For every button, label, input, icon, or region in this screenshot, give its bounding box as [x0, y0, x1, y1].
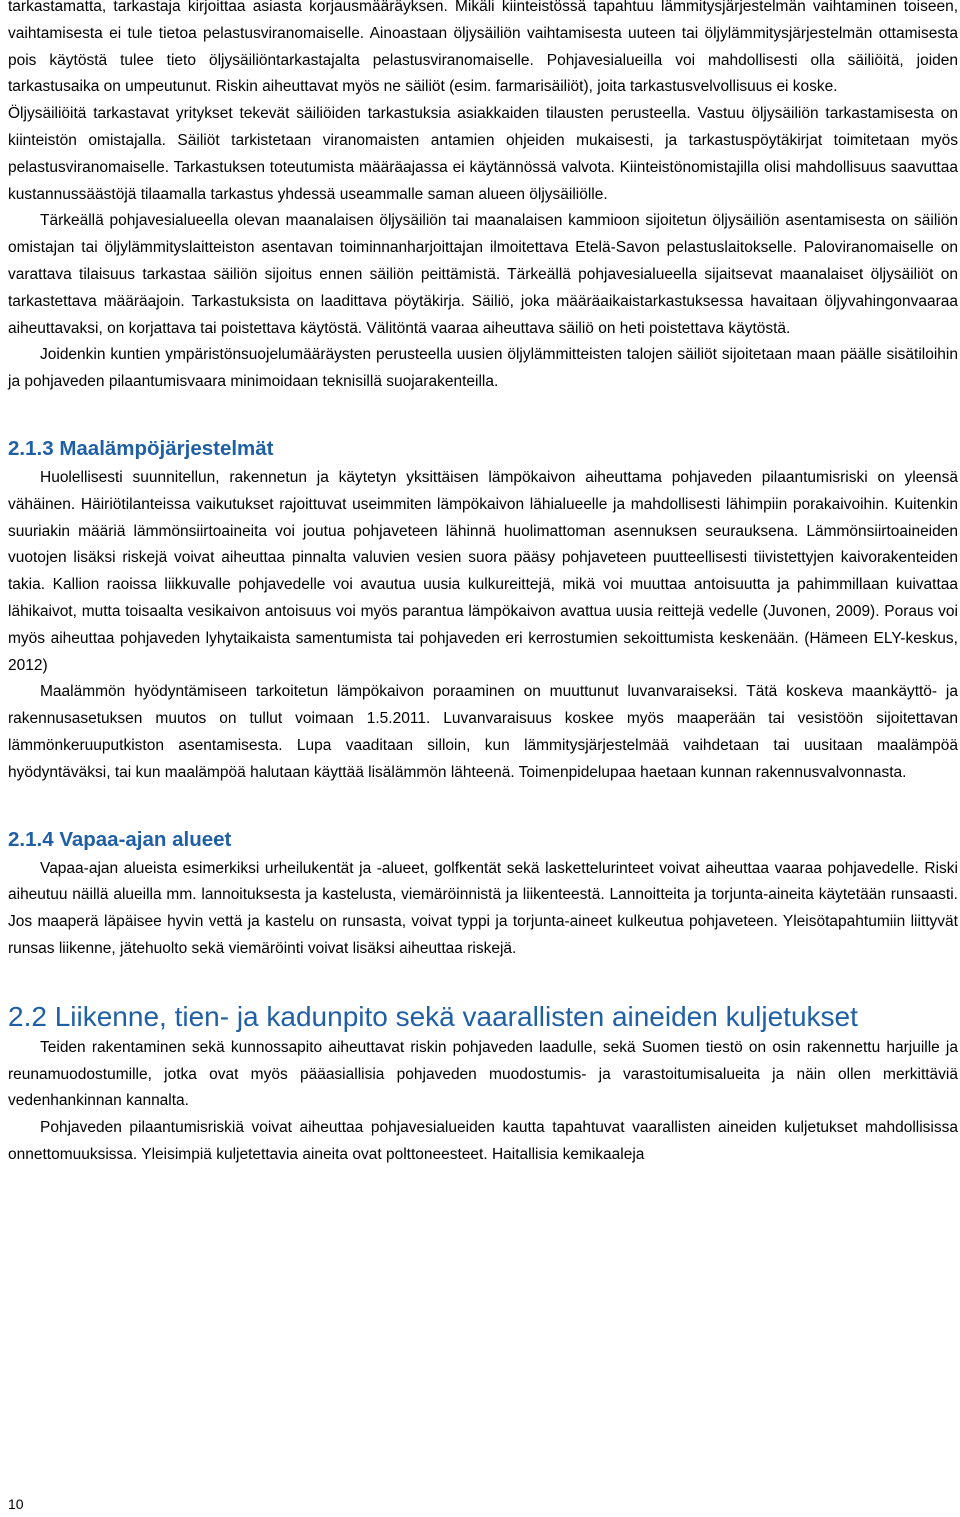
section-number: 2.1.3 — [8, 436, 54, 460]
section-number: 2.2 — [8, 1000, 47, 1032]
section-heading-2-1-3 — [8, 434, 958, 464]
section-heading-2-1-4 — [8, 825, 958, 855]
page-number: 10 — [8, 1496, 24, 1512]
paragraph: Huolellisesti suunnitellun, rakennetun ja käytetyn yksittäisen lämpökaivon aiheuttama pohjaveden pilaantumisriski on yleensä vähäinen. Häiriötilanteissa vaikutukset rajoittuvat useimmiten lämpökaivon lähialueelle ja mahdollisesti lähimpiin porakaivoihin. Kuitenkin suuriakin määriä lämmönsiirtoaineita voi joutua pohjaveteen lähinnä huolimattoman asennuksen seurauksena. Lämmönsiirtoaineiden vuotojen lisäksi riskejä voivat aiheuttaa pinnalta valuvien vesien suora pääsy pohjaveteen puutteellisesti tiivistettyjen kaivorakenteiden takia. Kallion raoissa liikkuvalle pohjavedelle voi avautua uusia kulkureittejä, mikä voi muuttaa antoisuutta ja pahimmillaan kuivattaa lähikaivot, mutta toisaalta vesikaivon antoisuus voi myös parantua lämpökaivon avattua uusia reittejä vedelle (Juvonen, 2009). Poraus voi myös aiheuttaa pohjaveden lyhytaikaista samentumista tai pohjaveden eri kerrostumien sekoittumista keskenään. (Hämeen ELY-keskus, 2012) — [8, 468, 958, 674]
section-heading-2-2 — [8, 999, 958, 1034]
paragraph: Öljysäiliöitä tarkastavat yritykset tekevät säiliöiden tarkastuksia asiakkaiden tilausten perusteella. Vastuu öljysäiliön tarkastamisesta on kiinteistön omistajalla. Säiliöt tarkistetaan viranomaisten antamien ohjeiden mukaisesti, ja tarkastuspöytäkirjat toimitetaan myös pelastusviranomaiselle. Tarkastuksen toteutumista määräajassa ei käytännössä valvota. Kiinteistönomistajilla olisi mahdollisuus saavuttaa kustannussäästöjä tilaamalla tarkastus yhdessä useammalle saman alueen öljysäiliölle. — [8, 105, 958, 203]
paragraph: Maalämmön hyödyntämiseen tarkoitetun lämpökaivon poraaminen on muuttunut luvanvaraiseksi. Tätä koskeva maankäyttö- ja rakennusasetuksen muutos on tullut voimaan 1.5.2011. Luvanvaraisuus koskee myös maaperään tai vesistöön sijoitettavan lämmönkeruuputkiston asentamisesta. Lupa vaaditaan silloin, kun lämmitysjärjestelmää vaihdetaan tai uusitaan maalämpöä hyödyntäväksi, tai kun maalämpöä halutaan käyttää lisälämmön lähteenä. Toimenpidelupaa haetaan kunnan rakennusvalvonnasta. — [8, 683, 958, 781]
section-title: Vapaa-ajan alueet — [59, 827, 232, 851]
paragraph: Vapaa-ajan alueista esimerkiksi urheilukentät ja -alueet, golfkentät sekä laskettelurinteet voivat aiheuttaa vaaraa pohjavedelle. Riski aiheutuu näillä alueilla mm. lannoituksesta ja kastelusta, viemäröinnistä ja liikenteestä. Lannoitteita ja torjunta-aineita käytetään runsaasti. Jos maaperä läpäisee hyvin vettä ja kastelu on runsasta, voivat typpi ja torjunta-aineet kulkeutua pohjaveteen. Yleisötapahtumiin liittyvät runsas liikenne, jätehuolto sekä viemäröinti voivat lisäksi aiheuttaa riskejä. — [8, 859, 958, 957]
paragraph: Joidenkin kuntien ympäristönsuojelumääräysten perusteella uusien öljylämmitteisten talojen säiliöt sijoitetaan maan päälle sisätiloihin ja pohjaveden pilaantumisvaara minimoidaan teknisillä suojarakenteilla. — [8, 346, 958, 391]
section-title: Liikenne, tien- ja kadunpito sekä vaarallisten aineiden kuljetukset — [54, 1000, 858, 1032]
section-title: Maalämpöjärjestelmät — [59, 436, 274, 460]
paragraph: tarkastamatta, tarkastaja kirjoittaa asiasta korjausmääräyksen. Mikäli kiinteistössä tapahtuu lämmitysjärjestelmän vaihtaminen toiseen, vaihtamisesta ei tule tietoa pelastusviranomaiselle. Ainoastaan öljysäiliön vaihtamisesta uuteen tai öljylämmitysjärjestelmän ottamisesta pois käytöstä tulee tieto öljysäiliöntarkastajalta pelastusviranomaiselle. Pohjavesialueilla voi mahdollisesti olla säiliöitä, joiden tarkastusaika on umpeutunut. Riskin aiheuttavat myös ne säiliöt (esim. farmarisäiliöt), joita tarkastusvelvollisuus ei koske. — [8, 0, 958, 96]
document-page — [8, 0, 958, 1169]
paragraph: Pohjaveden pilaantumisriskiä voivat aiheuttaa pohjavesialueiden kautta tapahtuvat vaarallisten aineiden kuljetukset mahdollisissa onnettomuuksissa. Yleisimpiä kuljetettavia aineita ovat polttoneesteet. Haitallisia kemikaaleja — [8, 1119, 958, 1163]
paragraph: Teiden rakentaminen sekä kunnossapito aiheuttavat riskin pohjaveden laadulle, sekä Suomen tiestö on osin rakennettu harjuille ja reunamuodostumille, jotka ovat myös pääasiallisia pohjaveden muodostumis- ja varastoitumisalueita ja näin ollen merkittäviä vedenhankinnan kannalta. — [8, 1038, 958, 1110]
paragraph: Tärkeällä pohjavesialueella olevan maanalaisen öljysäiliön tai maanalaisen kammioon sijoitetun öljysäiliön asentamisesta on säiliön omistajan tai öljylämmityslaitteiston asentavan toiminnanharjoittajan ilmoitettava Etelä-Savon pelastuslaitokselle. Paloviranomaiselle on varattava tilaisuus tarkastaa säiliön sijoitus ennen säiliön peittämistä. Tärkeällä pohjavesialueella sijaitsevat maanalaiset öljysäiliöt on tarkastettava määräajoin. Tarkastuksista on laadittava pöytäkirja. Säiliö, joka määräaikaistarkastuksessa havaitaan öljyvahingonvaaraa aiheuttavaksi, on korjattava tai poistettava käytöstä. Välitöntä vaaraa aiheuttava säiliö on heti poistettava käytöstä. — [8, 212, 958, 337]
section-number: 2.1.4 — [8, 827, 54, 851]
